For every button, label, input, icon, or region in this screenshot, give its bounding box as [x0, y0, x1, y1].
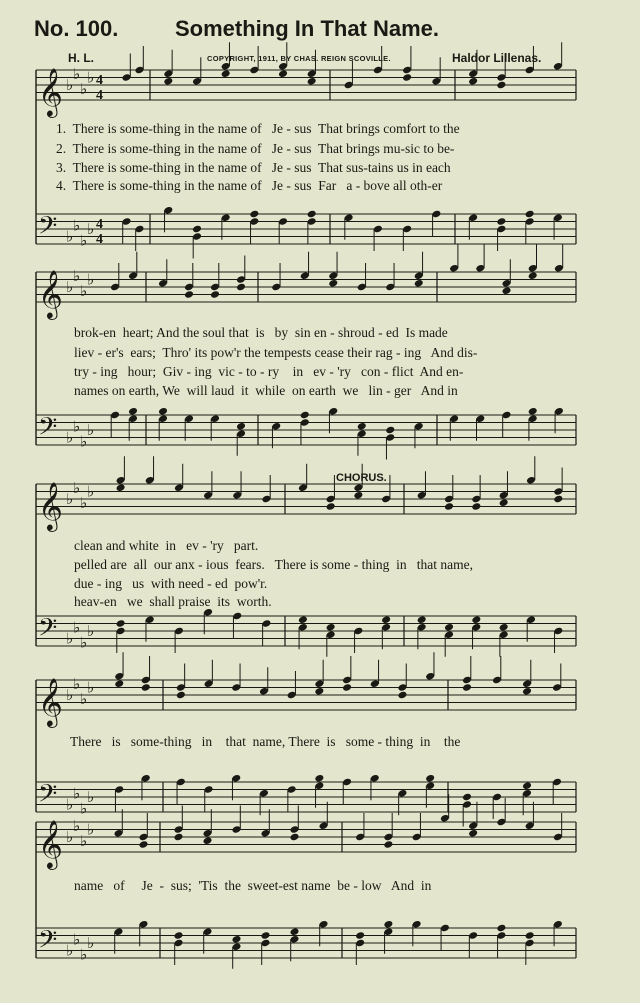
note-head: [496, 924, 506, 933]
note-head: [300, 411, 310, 420]
flat-sign: ♭: [73, 64, 81, 83]
bass-clef: 𝄢: [38, 613, 58, 649]
note-head: [402, 73, 412, 82]
time-signature-top: 4: [96, 217, 103, 232]
verse-3-line-2: try - ing hour; Giv - ing vic - to - ry in ev - 'ry con - flict And en-: [74, 364, 464, 379]
note-head: [249, 210, 259, 219]
note-head: [236, 422, 246, 431]
note-head: [496, 217, 506, 226]
note-head: [307, 210, 317, 219]
flat-sign: ♭: [66, 428, 74, 447]
note-head: [138, 840, 148, 849]
treble-clef: 𝄞: [38, 481, 63, 530]
note-head: [141, 683, 151, 692]
note-head: [221, 69, 231, 78]
flat-sign: ♭: [80, 633, 88, 652]
note-head: [522, 781, 532, 790]
flat-sign: ♭: [87, 788, 95, 806]
verse-3-line-3: due - ing us with need - ed pow'r.: [74, 576, 268, 591]
time-signature-bottom: 4: [96, 232, 103, 247]
note-head: [499, 498, 509, 507]
note-head: [381, 615, 391, 624]
flat-sign: ♭: [80, 831, 88, 850]
note-head: [471, 615, 481, 624]
verse-3-line-1: 3. There is some-thing in the name of Je - sus That sus-tains us in each: [56, 160, 451, 175]
note-head: [353, 491, 363, 500]
flat-sign: ♭: [87, 622, 95, 640]
verse-1-line-2: brok-en heart; And the soul that is by sin en - shroud - ed Is made: [74, 325, 448, 340]
flat-sign: ♭: [87, 482, 95, 501]
flat-sign: ♭: [66, 795, 74, 814]
flat-sign: ♭: [66, 629, 74, 648]
flat-sign: ♭: [80, 79, 88, 98]
verse-2-line-3: pelled are all our anx - ious fears. There is some - thing in that name,: [74, 557, 474, 572]
time-signature-bottom: 4: [96, 88, 103, 103]
flat-sign: ♭: [66, 941, 74, 960]
note-head: [525, 210, 535, 219]
note-head: [383, 840, 393, 849]
note-head: [357, 422, 367, 431]
flat-sign: ♭: [87, 421, 95, 439]
flat-sign: ♭: [87, 678, 95, 697]
note-head: [397, 691, 407, 700]
note-head: [307, 77, 317, 86]
note-head: [528, 271, 538, 280]
flat-sign: ♭: [80, 432, 88, 451]
verse-4-line-3: heav-en we shall praise its worth.: [74, 594, 272, 609]
note-head: [501, 286, 511, 295]
bass-clef: 𝄢: [38, 211, 58, 247]
flat-sign: ♭: [80, 945, 88, 964]
note-head: [192, 225, 202, 234]
note-head: [522, 687, 532, 696]
flat-sign: ♭: [66, 278, 74, 296]
note-head: [128, 407, 138, 416]
treble-clef: 𝄞: [38, 67, 63, 116]
flat-sign: ♭: [66, 227, 74, 246]
note-head: [158, 407, 168, 416]
note-head: [417, 615, 427, 624]
note-head: [260, 931, 270, 940]
flat-sign: ♭: [73, 216, 81, 235]
flat-sign: ♭: [80, 281, 88, 300]
note-head: [499, 623, 509, 632]
flat-sign: ♭: [66, 828, 74, 846]
flat-sign: ♭: [66, 76, 74, 94]
verse-4-line-1: 4. There is some-thing in the name of Je - sus Far a - bove all oth-er: [56, 178, 443, 193]
note-head: [173, 833, 183, 842]
note-head: [231, 935, 241, 944]
copyright-notice: COPYRIGHT, 1911, BY CHAS. REIGN SCOVILLE.: [207, 54, 391, 63]
treble-clef: 𝄞: [38, 819, 63, 868]
note-head: [163, 77, 173, 86]
note-head: [328, 279, 338, 288]
note-head: [210, 290, 220, 299]
note-head: [176, 691, 186, 700]
verse-1-line-1: 1. There is some-thing in the name of Je - sus That brings comfort to the: [56, 121, 460, 136]
note-head: [116, 619, 126, 628]
flat-sign: ♭: [87, 934, 95, 952]
note-head: [462, 683, 472, 692]
note-head: [468, 829, 478, 838]
verse-4-line-2: names on earth, We will laud it while on earth we lin - ger And in: [74, 383, 458, 398]
note-head: [314, 687, 324, 696]
flat-sign: ♭: [66, 490, 74, 508]
note-head: [202, 836, 212, 845]
note-head: [355, 931, 365, 940]
note-head: [444, 623, 454, 632]
note-head: [414, 279, 424, 288]
flat-sign: ♭: [80, 799, 88, 818]
note-head: [342, 683, 352, 692]
note-head: [496, 81, 506, 90]
note-head: [444, 502, 454, 511]
note-head: [289, 927, 299, 936]
note-head: [468, 77, 478, 86]
note-head: [471, 502, 481, 511]
note-head: [289, 833, 299, 842]
bass-clef: 𝄢: [38, 779, 58, 815]
flat-sign: ♭: [66, 686, 74, 704]
note-head: [462, 793, 472, 802]
flat-sign: ♭: [73, 618, 81, 637]
flat-sign: ♭: [73, 674, 81, 693]
composer-name: Haldor Lillenas.: [452, 51, 542, 65]
note-head: [425, 774, 435, 783]
flat-sign: ♭: [80, 689, 88, 708]
verse-2-line-2: liev - er's ears; Thro' its pow'r the tempests cease their rag - ing And dis-: [74, 345, 478, 360]
flat-sign: ♭: [73, 930, 81, 949]
bass-clef: 𝄢: [38, 925, 58, 961]
flat-sign: ♭: [80, 493, 88, 512]
note-head: [314, 774, 324, 783]
flat-sign: ♭: [73, 784, 81, 803]
note-head: [173, 931, 183, 940]
note-head: [326, 502, 336, 511]
note-head: [236, 283, 246, 292]
flat-sign: ♭: [87, 820, 95, 839]
note-head: [116, 483, 126, 492]
note-head: [528, 407, 538, 416]
flat-sign: ♭: [87, 270, 95, 289]
treble-clef: 𝄞: [38, 677, 63, 726]
verse-2-line-1: 2. There is some-thing in the name of Je - sus That brings mu-sic to be-: [56, 141, 455, 156]
chorus-label: CHORUS.: [336, 472, 387, 484]
bass-clef: 𝄢: [38, 412, 58, 448]
hymn-number: No. 100.: [34, 16, 119, 41]
flat-sign: ♭: [73, 417, 81, 436]
flat-sign: ♭: [87, 68, 95, 87]
note-head: [385, 426, 395, 435]
flat-sign: ♭: [73, 266, 81, 285]
verse-1-line-3: clean and white in ev - 'ry part.: [74, 538, 259, 553]
note-head: [184, 290, 194, 299]
treble-clef: 𝄞: [38, 269, 63, 318]
note-head: [383, 920, 393, 929]
author-initials: H. L.: [68, 51, 94, 65]
flat-sign: ♭: [80, 231, 88, 250]
chorus-lyric-line-1: There is some-thing in that name, There is some - thing in the: [70, 734, 461, 749]
flat-sign: ♭: [73, 816, 81, 835]
note-head: [553, 495, 563, 504]
note-head: [278, 69, 288, 78]
flat-sign: ♭: [73, 478, 81, 497]
note-head: [525, 931, 535, 940]
flat-sign: ♭: [87, 220, 95, 238]
note-head: [326, 623, 336, 632]
time-signature-top: 4: [96, 73, 103, 88]
note-head: [298, 615, 308, 624]
hymn-title: Something In That Name.: [175, 16, 440, 41]
note-head: [114, 679, 124, 688]
chorus-lyric-line-2: name of Je - sus; 'Tis the sweet-est name be - low And in: [74, 878, 432, 893]
